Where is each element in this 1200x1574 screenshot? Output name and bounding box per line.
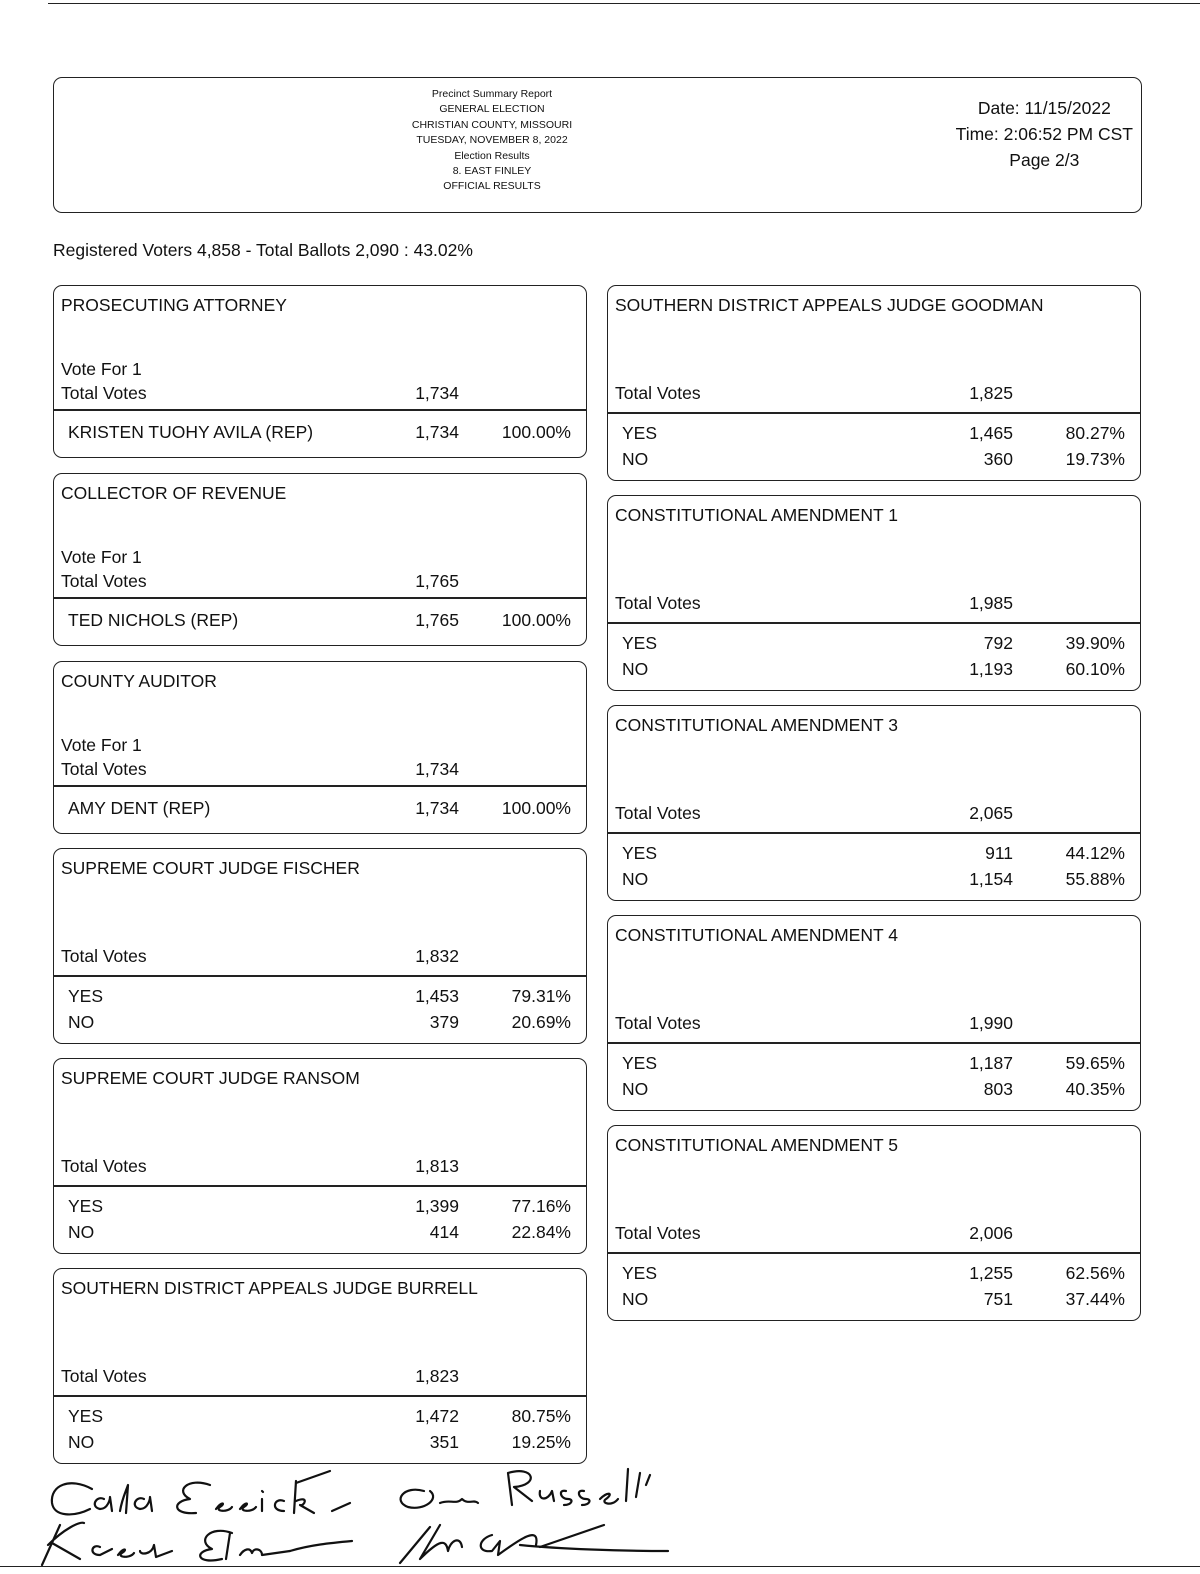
- divider: [608, 1252, 1140, 1254]
- contest-title: CONSTITUTIONAL AMENDMENT 3: [615, 715, 898, 735]
- contest-title: PROSECUTING ATTORNEY: [61, 295, 287, 315]
- choice-percent: 62.56%: [1065, 1263, 1125, 1283]
- total-votes-value: 1,832: [415, 946, 459, 966]
- choice-votes: 792: [983, 633, 1013, 653]
- total-votes-value: 1,990: [969, 1013, 1013, 1033]
- turnout-summary: Registered Voters 4,858 - Total Ballots 2,090 : 43.02%: [53, 240, 473, 260]
- total-votes-value: 2,006: [969, 1223, 1013, 1243]
- divider: [54, 597, 586, 599]
- candidate-percent: 100.00%: [501, 610, 571, 630]
- total-votes-value: 1,825: [969, 383, 1013, 403]
- contest-amendment-5: [607, 1125, 1141, 1321]
- total-votes-label: Total Votes: [615, 1223, 701, 1243]
- choice-percent: 20.69%: [511, 1012, 571, 1032]
- precinct-name: 8. EAST FINLEY: [452, 165, 532, 178]
- vote-for: Vote For 1: [61, 735, 142, 755]
- choice-percent: 60.10%: [1065, 659, 1125, 679]
- total-votes-value: 2,065: [969, 803, 1013, 823]
- contest-title: SUPREME COURT JUDGE RANSOM: [61, 1068, 360, 1088]
- no-row: [608, 869, 1140, 893]
- choice-name: NO: [68, 1222, 95, 1242]
- candidate-row: [54, 798, 586, 822]
- total-votes-label: Total Votes: [61, 1156, 147, 1176]
- contest-supreme-court-fischer: [53, 848, 587, 1044]
- choice-votes: 1,187: [969, 1053, 1013, 1073]
- total-votes-value: 1,734: [415, 759, 459, 779]
- contest-county-auditor: [53, 661, 587, 834]
- divider: [54, 785, 586, 787]
- total-votes-label: Total Votes: [61, 571, 147, 591]
- divider: [608, 832, 1140, 834]
- contest-amendment-1: [607, 495, 1141, 691]
- contest-title: CONSTITUTIONAL AMENDMENT 1: [615, 505, 898, 525]
- choice-percent: 22.84%: [511, 1222, 571, 1242]
- total-votes-value: 1,765: [415, 571, 459, 591]
- total-votes-label: Total Votes: [61, 759, 147, 779]
- choice-name: NO: [622, 1289, 649, 1309]
- no-row: [54, 1432, 586, 1456]
- candidate-row: [54, 422, 586, 446]
- choice-name: YES: [68, 1196, 104, 1216]
- candidate-votes: 1,734: [415, 798, 459, 818]
- choice-votes: 803: [983, 1079, 1013, 1099]
- choice-votes: 911: [985, 843, 1013, 863]
- contest-appeals-goodman: [607, 285, 1141, 481]
- choice-votes: 1,154: [969, 869, 1013, 889]
- choice-votes: 1,193: [969, 659, 1013, 679]
- total-votes-value: 1,985: [969, 593, 1013, 613]
- no-row: [54, 1222, 586, 1246]
- divider: [54, 975, 586, 977]
- total-votes-label: Total Votes: [615, 593, 701, 613]
- total-votes-label: Total Votes: [615, 803, 701, 823]
- results-label: Election Results: [454, 149, 530, 162]
- choice-percent: 59.65%: [1065, 1053, 1125, 1073]
- total-votes-value: 1,823: [415, 1366, 459, 1386]
- contest-amendment-3: [607, 705, 1141, 901]
- choice-votes: 1,472: [415, 1406, 459, 1426]
- election-date: TUESDAY, NOVEMBER 8, 2022: [416, 134, 568, 147]
- choice-votes: 360: [983, 449, 1013, 469]
- choice-votes: 1,255: [969, 1263, 1013, 1283]
- candidate-votes: 1,734: [415, 422, 459, 442]
- divider: [608, 622, 1140, 624]
- choice-name: NO: [622, 1079, 649, 1099]
- no-row: [608, 1289, 1140, 1313]
- contest-amendment-4: [607, 915, 1141, 1111]
- yes-row: [54, 986, 586, 1010]
- choice-percent: 19.73%: [1065, 449, 1125, 469]
- report-title-block: [389, 87, 595, 195]
- report-date: Date: 11/15/2022: [977, 98, 1111, 118]
- no-row: [608, 1079, 1140, 1103]
- yes-row: [608, 423, 1140, 447]
- choice-votes: 414: [429, 1222, 459, 1242]
- yes-row: [608, 843, 1140, 867]
- choice-name: NO: [68, 1432, 95, 1452]
- choice-name: NO: [68, 1012, 95, 1032]
- candidate-row: [54, 610, 586, 634]
- choice-name: YES: [622, 843, 658, 863]
- contest-title: COUNTY AUDITOR: [61, 671, 217, 691]
- choice-percent: 19.25%: [511, 1432, 571, 1452]
- yes-row: [54, 1406, 586, 1430]
- total-votes-value: 1,734: [415, 383, 459, 403]
- report-header: [53, 77, 1142, 213]
- choice-name: YES: [622, 423, 658, 443]
- choice-name: YES: [68, 1406, 104, 1426]
- choice-name: NO: [622, 659, 649, 679]
- total-votes-value: 1,813: [415, 1156, 459, 1176]
- total-votes-label: Total Votes: [61, 1366, 147, 1386]
- choice-votes: 351: [429, 1432, 459, 1452]
- bottom-rule: [0, 1566, 1200, 1567]
- report-meta: [956, 95, 1133, 173]
- choice-name: NO: [622, 869, 649, 889]
- page-number: Page 2/3: [1009, 150, 1080, 170]
- choice-percent: 37.44%: [1065, 1289, 1125, 1309]
- choice-name: YES: [622, 633, 658, 653]
- contest-prosecuting-attorney: [53, 285, 587, 458]
- contest-supreme-court-ransom: [53, 1058, 587, 1254]
- choice-name: YES: [622, 1263, 658, 1283]
- total-votes-label: Total Votes: [615, 383, 701, 403]
- yes-row: [608, 633, 1140, 657]
- candidate-percent: 100.00%: [501, 422, 571, 442]
- vote-for: Vote For 1: [61, 359, 142, 379]
- choice-percent: 40.35%: [1065, 1079, 1125, 1099]
- choice-name: NO: [622, 449, 649, 469]
- contest-title: CONSTITUTIONAL AMENDMENT 5: [615, 1135, 898, 1155]
- official-label: OFFICIAL RESULTS: [443, 180, 541, 193]
- contest-title: CONSTITUTIONAL AMENDMENT 4: [615, 925, 898, 945]
- total-votes-label: Total Votes: [615, 1013, 701, 1033]
- vote-for: Vote For 1: [61, 547, 142, 567]
- election-name: GENERAL ELECTION: [439, 103, 545, 116]
- no-row: [54, 1012, 586, 1036]
- county-name: CHRISTIAN COUNTY, MISSOURI: [411, 118, 573, 131]
- candidate-name: AMY DENT (REP): [68, 798, 211, 818]
- divider: [54, 1185, 586, 1187]
- choice-percent: 79.31%: [511, 986, 571, 1006]
- report-time: Time: 2:06:52 PM CST: [955, 124, 1133, 144]
- contest-title: SOUTHERN DISTRICT APPEALS JUDGE BURRELL: [61, 1278, 478, 1298]
- choice-name: YES: [622, 1053, 658, 1073]
- choice-name: YES: [68, 986, 104, 1006]
- divider: [608, 1042, 1140, 1044]
- candidate-name: KRISTEN TUOHY AVILA (REP): [68, 422, 314, 442]
- candidate-percent: 100.00%: [501, 798, 571, 818]
- choice-votes: 1,399: [415, 1196, 459, 1216]
- total-votes-label: Total Votes: [61, 946, 147, 966]
- contest-collector-of-revenue: [53, 473, 587, 646]
- choice-percent: 55.88%: [1065, 869, 1125, 889]
- choice-votes: 751: [983, 1289, 1013, 1309]
- no-row: [608, 659, 1140, 683]
- yes-row: [608, 1263, 1140, 1287]
- choice-percent: 77.16%: [511, 1196, 571, 1216]
- divider: [54, 1395, 586, 1397]
- top-rule: [48, 3, 1200, 4]
- choice-percent: 44.12%: [1065, 843, 1125, 863]
- contest-appeals-burrell: [53, 1268, 587, 1464]
- candidate-name: TED NICHOLS (REP): [68, 610, 239, 630]
- yes-row: [608, 1053, 1140, 1077]
- contest-title: COLLECTOR OF REVENUE: [61, 483, 287, 503]
- contest-title: SOUTHERN DISTRICT APPEALS JUDGE GOODMAN: [615, 295, 1044, 315]
- yes-row: [54, 1196, 586, 1220]
- contest-title: SUPREME COURT JUDGE FISCHER: [61, 858, 360, 878]
- choice-percent: 80.75%: [511, 1406, 571, 1426]
- no-row: [608, 449, 1140, 473]
- total-votes-label: Total Votes: [61, 383, 147, 403]
- divider: [608, 412, 1140, 414]
- signatures-icon: [0, 1455, 700, 1567]
- choice-percent: 80.27%: [1065, 423, 1125, 443]
- choice-percent: 39.90%: [1065, 633, 1125, 653]
- choice-votes: 1,453: [415, 986, 459, 1006]
- divider: [54, 409, 586, 411]
- choice-votes: 1,465: [969, 423, 1013, 443]
- choice-votes: 379: [429, 1012, 459, 1032]
- report-title: Precinct Summary Report: [431, 88, 553, 100]
- candidate-votes: 1,765: [415, 610, 459, 630]
